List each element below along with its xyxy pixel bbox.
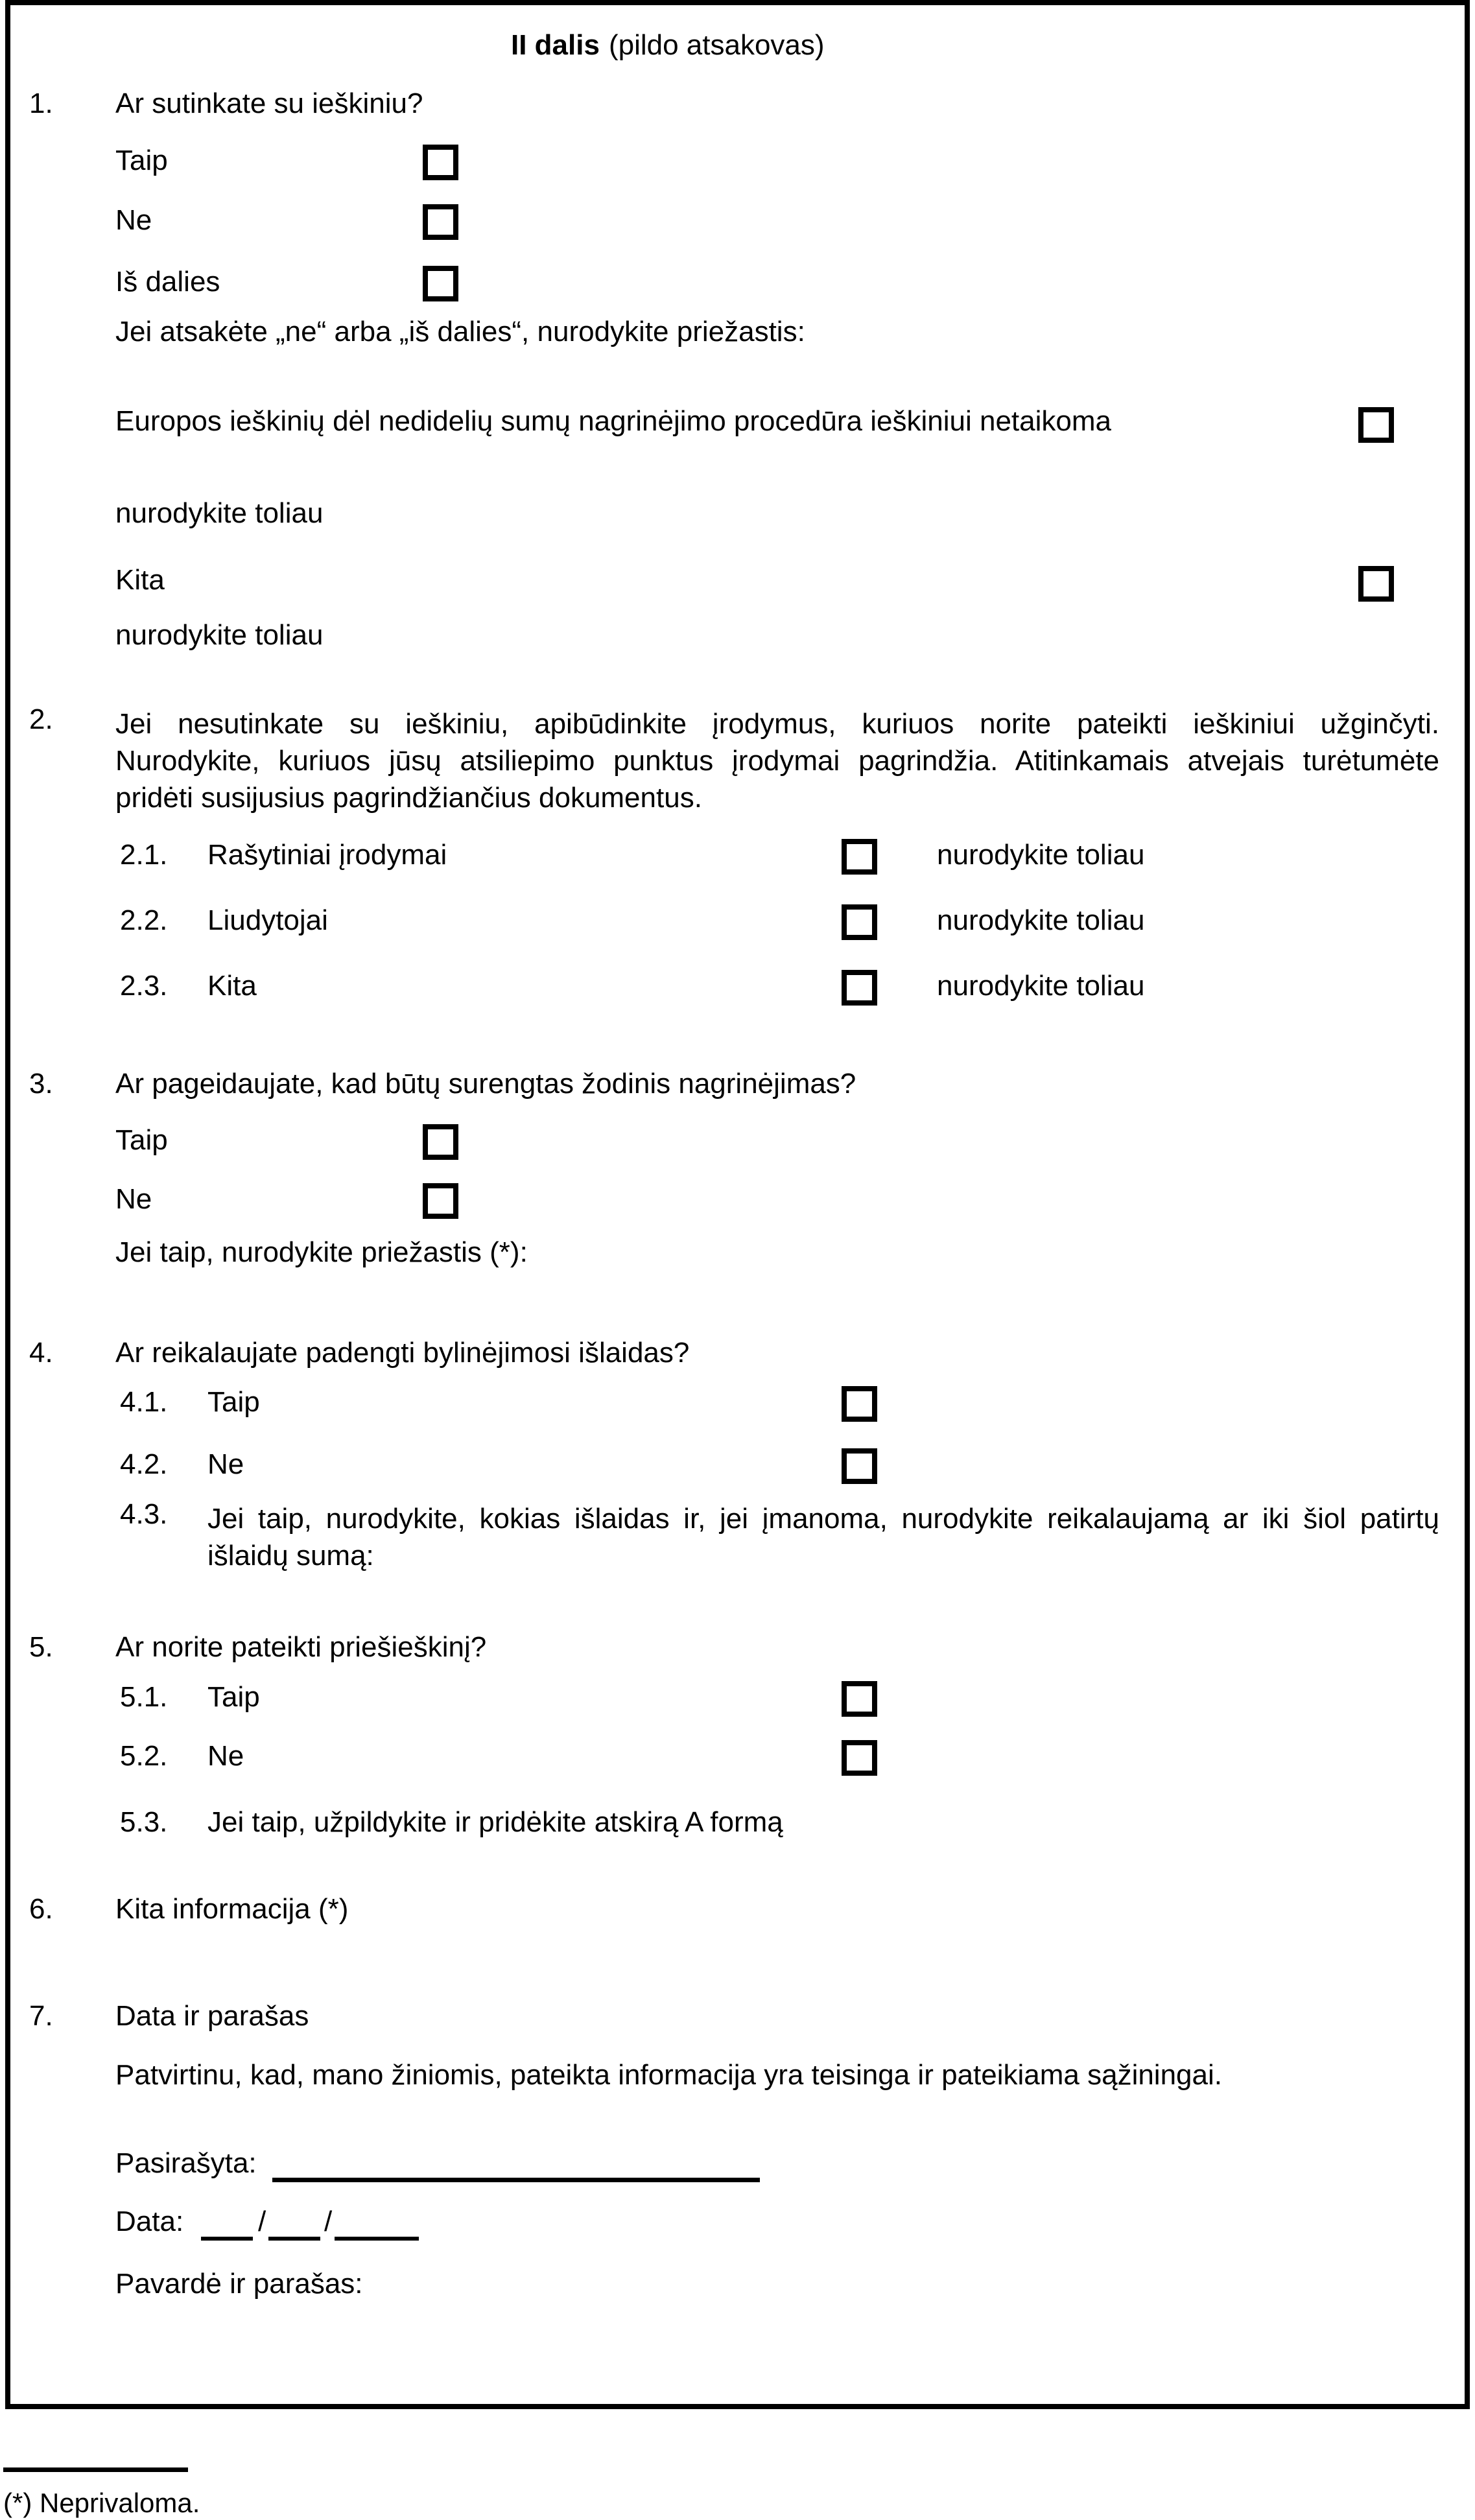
item-2-1-number: 2.1. [120, 839, 168, 871]
checkbox-5-1-taip[interactable] [842, 1681, 877, 1717]
checkbox-4-1-taip[interactable] [842, 1386, 877, 1422]
item-5-1-number: 5.1. [120, 1681, 168, 1713]
option-label-q3-taip: Taip [115, 1124, 168, 1156]
question-4 [0, 1339, 1475, 1378]
item-5-2-label: Ne [207, 1740, 244, 1772]
item-5-3-number: 5.3. [120, 1806, 168, 1838]
q3-if-yes-instruction [0, 1238, 1475, 1277]
signed-label: Pasirašyta: [115, 2147, 257, 2179]
question-2-line-2: Nurodykite, kuriuos jūsų atsiliepimo punktus įrodymai pagrindžia. Atitinkamais atvejais turėtumėte [115, 745, 1439, 777]
q1-reason-escp-text: Europos ieškinių dėl nedidelių sumų nagrinėjimo procedūra ieškiniui netaikoma [115, 405, 1111, 437]
question-6-text: Kita informacija (*) [115, 1893, 349, 1925]
option-label-taip: Taip [115, 145, 168, 176]
page-title-bold: II dalis [511, 29, 600, 61]
checkbox-2-3-kita[interactable] [842, 970, 877, 1006]
page-title-rest: (pildo atsakovas) [608, 29, 825, 61]
item-4-3-line-1: Jei taip, nurodykite, kokias išlaidas ir, jei įmanoma, nurodykite reikalaujamą ar iki šiol patirtų [207, 1503, 1439, 1535]
question-5 [0, 1633, 1475, 1672]
declaration-text: Patvirtinu, kad, mano žiniomis, pateikta informacija yra teisinga ir pateikiama sąžiningai. [115, 2059, 1222, 2091]
date-row [0, 2208, 1475, 2246]
option-row-q3-ne [0, 1183, 1475, 1222]
name-signature-row [0, 2270, 1475, 2309]
item-4-2-number: 4.2. [120, 1448, 168, 1480]
checkbox-q1-taip[interactable] [423, 145, 458, 180]
item-4-1-number: 4.1. [120, 1386, 168, 1418]
item-row-5-2 [0, 1740, 1475, 1779]
date-year-field[interactable] [335, 2208, 419, 2241]
declaration-row [0, 2061, 1475, 2100]
page-title [511, 31, 825, 60]
question-2-text [115, 705, 1439, 816]
checkbox-2-1-rasytiniai-irodymai[interactable] [842, 839, 877, 875]
item-2-3-number: 2.3. [120, 970, 168, 1002]
item-4-3-text [207, 1500, 1439, 1574]
question-1 [0, 89, 1475, 128]
q1-reason-escp-row [0, 407, 1475, 446]
item-row-5-1 [0, 1681, 1475, 1720]
date-month-field[interactable] [268, 2208, 320, 2241]
item-row-2-3 [0, 970, 1475, 1009]
q1-specify-below-1-text: nurodykite toliau [115, 497, 324, 529]
checkbox-q3-taip[interactable] [423, 1124, 458, 1160]
item-2-3-label: Kita [207, 970, 257, 1002]
question-6-number: 6. [29, 1893, 53, 1925]
checkbox-q1-escp-netaikoma[interactable] [1358, 407, 1394, 443]
item-4-3-line-2: išlaidų sumą: [207, 1540, 374, 1572]
option-row-q1-taip [0, 145, 1475, 183]
page-header [0, 31, 1475, 70]
item-row-2-1 [0, 839, 1475, 878]
item-5-3-label: Jei taip, užpildykite ir pridėkite atskirą A formą [207, 1806, 783, 1838]
q1-specify-below-2 [0, 621, 1475, 660]
footnote-text: (*) Neprivaloma. [3, 2488, 200, 2518]
option-label-q3-ne: Ne [115, 1183, 152, 1215]
q1-reason-other-row [0, 566, 1475, 605]
question-1-text: Ar sutinkate su ieškiniu? [115, 88, 423, 119]
item-row-4-2 [0, 1448, 1475, 1487]
checkbox-q3-ne[interactable] [423, 1183, 458, 1219]
item-2-2-label: Liudytojai [207, 904, 328, 936]
item-2-3-specify: nurodykite toliau [937, 970, 1145, 1002]
question-3-number: 3. [29, 1068, 53, 1100]
question-5-number: 5. [29, 1631, 53, 1663]
item-5-2-number: 5.2. [120, 1740, 168, 1772]
item-4-2-label: Ne [207, 1448, 244, 1480]
question-4-number: 4. [29, 1337, 53, 1369]
question-5-text: Ar norite pateikti priešieškinį? [115, 1631, 487, 1663]
item-5-1-label: Taip [207, 1681, 260, 1713]
checkbox-q1-is-dalies[interactable] [423, 266, 458, 301]
q1-specify-below-1 [0, 499, 1475, 538]
item-4-3-number: 4.3. [120, 1498, 168, 1530]
date-slash-1: / [258, 2206, 266, 2237]
item-4-1-label: Taip [207, 1386, 260, 1418]
q1-if-no-text: Jei atsakėte „ne“ arba „iš dalies“, nurodykite priežastis: [115, 316, 805, 347]
item-2-1-label: Rašytiniai įrodymai [207, 839, 447, 871]
date-slash-2: / [324, 2206, 333, 2237]
question-7-number: 7. [29, 2000, 53, 2032]
footnote-rule [3, 2467, 188, 2472]
name-signature-label: Pavardė ir parašas: [115, 2268, 363, 2300]
date-label: Data: [115, 2206, 184, 2237]
option-row-q3-taip [0, 1124, 1475, 1163]
question-2-line-1: Jei nesutinkate su ieškiniu, apibūdinkite įrodymus, kuriuos norite pateikti ieškiniui užginčyti. [115, 708, 1439, 740]
question-2-line-3: pridėti susijusius pagrindžiančius dokumentus. [115, 782, 702, 814]
question-3 [0, 1070, 1475, 1109]
item-row-5-3 [0, 1806, 1475, 1845]
q3-if-yes-text: Jei taip, nurodykite priežastis (*): [115, 1236, 528, 1268]
item-2-1-specify: nurodykite toliau [937, 839, 1145, 871]
item-row-2-2 [0, 904, 1475, 943]
checkbox-4-2-ne[interactable] [842, 1448, 877, 1484]
item-row-4-1 [0, 1386, 1475, 1425]
question-7 [0, 2002, 1475, 2041]
item-2-2-number: 2.2. [120, 904, 168, 936]
signature-row [0, 2149, 1475, 2188]
question-7-text: Data ir parašas [115, 2000, 309, 2032]
item-2-2-specify: nurodykite toliau [937, 904, 1145, 936]
signature-line-field[interactable] [272, 2147, 760, 2182]
q1-reason-other-text: Kita [115, 564, 165, 596]
question-6 [0, 1895, 1475, 1934]
option-label-ne: Ne [115, 204, 152, 236]
q1-if-no-instruction [0, 318, 1475, 357]
question-1-number: 1. [29, 88, 53, 119]
date-day-field[interactable] [201, 2208, 253, 2241]
checkbox-5-2-ne[interactable] [842, 1740, 877, 1776]
question-4-text: Ar reikalaujate padengti bylinėjimosi išlaidas? [115, 1337, 690, 1369]
question-3-text: Ar pageidaujate, kad būtų surengtas žodinis nagrinėjimas? [115, 1068, 856, 1100]
checkbox-q1-kita[interactable] [1358, 566, 1394, 602]
question-2-number: 2. [29, 703, 53, 735]
option-row-q1-is-dalies [0, 266, 1475, 305]
option-row-q1-ne [0, 204, 1475, 243]
option-label-is-dalies: Iš dalies [115, 266, 220, 298]
q1-specify-below-2-text: nurodykite toliau [115, 619, 324, 651]
checkbox-2-2-liudytojai[interactable] [842, 904, 877, 940]
checkbox-q1-ne[interactable] [423, 204, 458, 240]
